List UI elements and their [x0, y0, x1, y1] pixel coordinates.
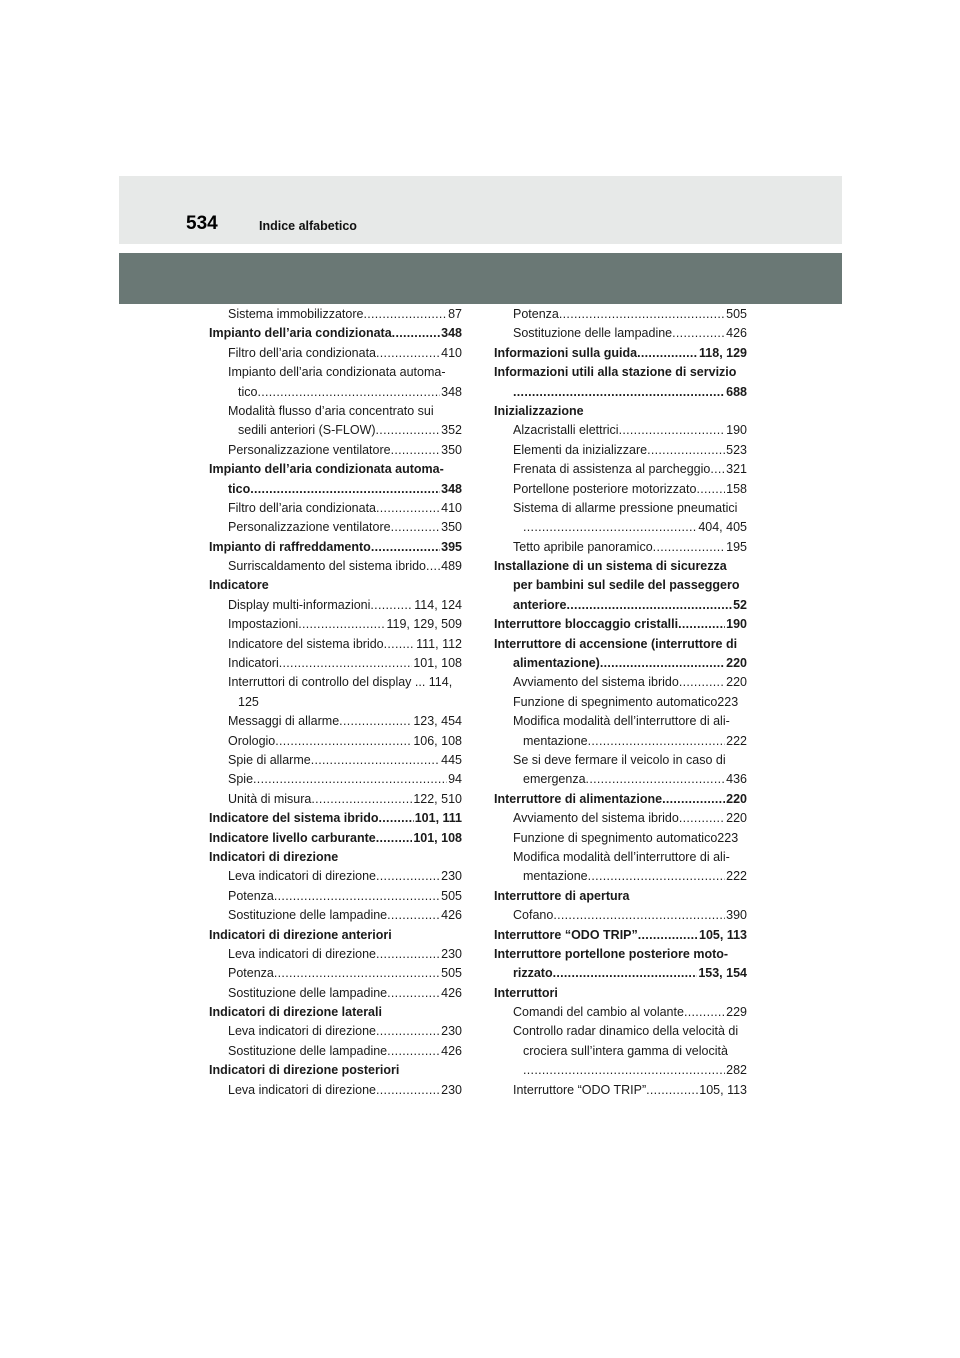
page-reference: 230: [441, 869, 462, 884]
dot-leader: [376, 829, 413, 848]
index-entry: [494, 712, 747, 731]
dot-leader: [387, 1042, 440, 1061]
page-reference: 101, 108: [413, 656, 462, 671]
index-entry: [494, 499, 747, 518]
entry-text: Indicatori di direzione: [209, 849, 339, 864]
dot-leader: [298, 615, 385, 634]
dot-leader: [274, 964, 440, 983]
dot-leader: [311, 790, 412, 809]
entry-text: Sostituzione delle lampadine: [513, 326, 673, 341]
index-entry: [494, 770, 747, 789]
dot-leader: [384, 635, 415, 654]
entry-text: Interruttore portellone posteriore moto-: [494, 946, 729, 961]
dot-leader: [426, 557, 440, 576]
page-reference: 101, 108: [413, 830, 462, 845]
entry-text: crociera sull’intera gamma di velocità: [523, 1043, 728, 1058]
page-reference: 153, 154: [698, 966, 747, 981]
entry-text: Indicatori di direzione laterali: [209, 1005, 382, 1020]
index-entry: [209, 945, 462, 964]
dot-leader: [600, 654, 725, 673]
entry-text: sedili anteriori (S-FLOW): [238, 423, 376, 438]
index-entry: [209, 732, 462, 751]
page-reference: 122, 510: [413, 791, 462, 806]
entry-text: Leva indicatori di direzione: [228, 946, 377, 961]
dot-leader: [710, 460, 725, 479]
entry-text: Filtro dell’aria condizionata: [228, 345, 376, 360]
entry-text: Potenza: [228, 966, 274, 981]
index-entry: [209, 984, 462, 1003]
page-reference: 426: [441, 908, 462, 923]
index-entry: [494, 518, 747, 537]
entry-text: Indicatore del sistema ibrido: [228, 636, 384, 651]
page-reference: 220: [726, 791, 747, 806]
dot-leader: [637, 344, 698, 363]
index-entry: [494, 1003, 747, 1022]
page-reference: 101, 111: [414, 811, 462, 826]
index-heading: [209, 848, 462, 867]
dot-leader: [379, 809, 414, 828]
dot-leader: [678, 615, 725, 634]
entry-text: alimentazione): [513, 656, 600, 671]
entry-text: Leva indicatori di direzione: [228, 1082, 377, 1097]
entry-text: Installazione di un sistema di sicurezza: [494, 559, 727, 574]
entry-text: Interruttore “ODO TRIP”: [513, 1082, 647, 1097]
page-reference: 426: [441, 1043, 462, 1058]
entry-text: Funzione di spegnimento automatico223: [513, 694, 739, 709]
index-entry: [209, 383, 462, 402]
index-entry: [494, 848, 747, 867]
index-entry: [209, 693, 462, 712]
page-reference: 445: [441, 752, 462, 767]
index-heading: [494, 790, 747, 809]
entry-text: emergenza: [523, 772, 586, 787]
index-entry: [494, 305, 747, 324]
index-entry: [209, 887, 462, 906]
entry-text: Surriscaldamento del sistema ibrido: [228, 559, 427, 574]
dot-leader: [253, 770, 447, 789]
index-heading: [209, 576, 462, 595]
entry-text: Modalità flusso d’aria concentrato sui: [228, 403, 434, 418]
page-reference: 426: [726, 326, 747, 341]
index-entry: [494, 732, 747, 751]
entry-text: Modifica modalità dell’interruttore di ali-: [513, 714, 730, 729]
page-reference: 52: [733, 597, 747, 612]
entry-text: Sistema immobilizzatore: [228, 307, 364, 321]
index-heading: [494, 635, 747, 654]
page-reference: 230: [441, 1024, 462, 1039]
dot-leader: [275, 732, 412, 751]
index-heading: [209, 1061, 462, 1080]
entry-text: Sostituzione delle lampadine: [228, 985, 388, 1000]
page-reference: 348: [441, 481, 462, 496]
index-column-right: [494, 305, 747, 1100]
index-heading: [209, 926, 462, 945]
entry-text: Impostazioni: [228, 617, 299, 632]
dot-leader: [588, 732, 726, 751]
index-entry: [209, 1081, 462, 1100]
page-reference: 123, 454: [413, 714, 462, 729]
index-heading: [494, 344, 747, 363]
index-entry: [209, 654, 462, 673]
index-heading: [494, 557, 747, 576]
entry-text: Impianto dell’aria condizionata automa-: [228, 365, 446, 380]
index-entry: [494, 809, 747, 828]
entry-text: Orologio: [228, 733, 276, 748]
page-reference: 350: [441, 442, 462, 457]
index-entry: [209, 1042, 462, 1061]
entry-text: Impianto dell’aria condizionata automa-: [209, 462, 444, 477]
index-entry: [494, 576, 747, 595]
dot-leader: [391, 518, 441, 537]
entry-text: Potenza: [513, 307, 559, 321]
dot-leader: [376, 499, 440, 518]
index-entry: [209, 363, 462, 382]
page-reference: 436: [726, 772, 747, 787]
page-reference: 114, 124: [414, 597, 462, 612]
entry-text: Interruttore di accensione (interruttore di: [494, 636, 738, 651]
dot-leader: [370, 596, 413, 615]
entry-text: Personalizzazione ventilatore: [228, 520, 391, 535]
entry-text: Indicatore del sistema ibrido: [209, 811, 379, 826]
index-entry: [209, 770, 462, 789]
dot-leader: [250, 480, 440, 499]
dot-leader: [376, 1022, 440, 1041]
page-reference: 489: [441, 559, 462, 574]
index-heading: [494, 984, 747, 1003]
index-entry: [494, 654, 747, 673]
dot-leader: [371, 538, 440, 557]
index-heading: [209, 460, 462, 479]
index-entry: [209, 964, 462, 983]
index-entry: [209, 712, 462, 731]
page-reference: 220: [726, 811, 747, 826]
page-reference: 220: [726, 656, 747, 671]
index-heading: [494, 402, 747, 421]
page-reference: 222: [726, 869, 747, 884]
index-entry: [209, 305, 462, 324]
index-entry: [494, 441, 747, 460]
index-entry: [494, 829, 747, 848]
entry-text: Spie: [228, 772, 254, 787]
entry-text: Display multi-informazioni: [228, 597, 371, 612]
page-reference: 94: [448, 772, 462, 787]
entry-text: Interruttore di apertura: [494, 888, 630, 903]
entry-text: Leva indicatori di direzione: [228, 1024, 377, 1039]
page-reference: 230: [441, 946, 462, 961]
index-entry: [494, 596, 747, 615]
index-entry: [494, 1081, 747, 1100]
index-entry: [209, 518, 462, 537]
entry-text: Interruttore bloccaggio cristalli: [494, 617, 679, 632]
entry-text: Impianto di raffreddamento: [209, 539, 371, 554]
index-heading: [209, 809, 462, 828]
page-reference: 505: [726, 307, 747, 321]
entry-text: Informazioni utili alla stazione di servizio: [494, 365, 737, 380]
index-entry: [494, 751, 747, 770]
entry-text: 125: [238, 694, 259, 709]
entry-text: Controllo radar dinamico della velocità di: [513, 1024, 739, 1039]
entry-text: Cofano: [513, 908, 554, 923]
dot-leader: [653, 538, 725, 557]
entry-text: Indicatore livello carburante: [209, 830, 376, 845]
entry-text: Interruttori di controllo del display ... 114,: [228, 675, 453, 690]
entry-text: Tetto apribile panoramico: [513, 539, 653, 554]
dot-leader: [588, 867, 726, 886]
dot-leader: [279, 654, 413, 673]
dot-leader: [553, 906, 725, 925]
page-header-band: [119, 176, 842, 244]
page-reference: 87: [448, 307, 462, 321]
entry-text: Indicatori: [228, 656, 279, 671]
entry-text: Avviamento del sistema ibrido: [513, 811, 679, 826]
entry-text: anteriore: [513, 597, 567, 612]
page-reference: 505: [441, 888, 462, 903]
dot-leader: [523, 1061, 725, 1080]
index-entry: [209, 596, 462, 615]
page-reference: 348: [441, 326, 462, 341]
dot-leader: [567, 596, 733, 615]
page-reference: 158: [726, 481, 747, 496]
index-entry: [209, 751, 462, 770]
index-heading: [494, 363, 747, 382]
index-entry: [494, 1061, 747, 1080]
index-entry: [209, 867, 462, 886]
entry-text: rizzato: [513, 966, 553, 981]
index-entry: [209, 499, 462, 518]
index-entry: [494, 324, 747, 343]
dot-leader: [559, 305, 725, 324]
dot-leader: [679, 673, 725, 692]
entry-text: Sistema di allarme pressione pneumatici: [513, 500, 738, 515]
entry-text: Portellone posteriore motorizzato: [513, 481, 697, 496]
dot-leader: [257, 383, 440, 402]
page-reference: 195: [726, 539, 747, 554]
index-entry: [209, 480, 462, 499]
page-reference: 282: [726, 1063, 747, 1078]
entry-text: Interruttori: [494, 985, 558, 1000]
page-reference: 395: [441, 539, 462, 554]
page-reference: 111, 112: [416, 636, 462, 651]
index-entry: [494, 673, 747, 692]
dot-leader: [391, 441, 441, 460]
dot-leader: [638, 926, 698, 945]
index-entry: [494, 1022, 747, 1041]
dot-leader: [363, 305, 447, 324]
dot-leader: [387, 984, 440, 1003]
page-reference: 426: [441, 985, 462, 1000]
dot-leader: [696, 480, 725, 499]
chapter-band: [119, 253, 842, 304]
index-entry: [209, 344, 462, 363]
entry-text: Informazioni sulla guida: [494, 345, 638, 360]
page-reference: 106, 108: [413, 733, 462, 748]
entry-text: Indicatore: [209, 578, 269, 593]
page-reference: 119, 129, 509: [386, 617, 462, 632]
page-reference: 352: [441, 423, 462, 438]
dot-leader: [523, 518, 697, 537]
page-number: 534: [186, 213, 218, 234]
index-entry: [209, 673, 462, 692]
index-entry: [494, 538, 747, 557]
entry-text: Comandi del cambio al volante: [513, 1005, 684, 1020]
index-entry: [494, 480, 747, 499]
page-reference: 523: [726, 442, 747, 457]
index-entry: [494, 964, 747, 983]
entry-text: Interruttore di alimentazione: [494, 791, 663, 806]
page-reference: 321: [726, 462, 747, 477]
page-reference: 190: [726, 617, 747, 632]
page-reference: 350: [441, 520, 462, 535]
index-entry: [209, 906, 462, 925]
dot-leader: [553, 964, 698, 983]
index-entry: [209, 615, 462, 634]
entry-text: Modifica modalità dell’interruttore di ali-: [513, 849, 730, 864]
index-heading: [494, 945, 747, 964]
dot-leader: [376, 867, 440, 886]
page-reference: 105, 113: [699, 927, 747, 942]
index-entry: [494, 421, 747, 440]
entry-text: mentazione: [523, 733, 588, 748]
dot-leader: [392, 324, 440, 343]
page-reference: 222: [726, 733, 747, 748]
dot-leader: [679, 809, 725, 828]
dot-leader: [376, 945, 440, 964]
index-heading: [209, 324, 462, 343]
entry-text: Avviamento del sistema ibrido: [513, 675, 679, 690]
entry-text: Frenata di assistenza al parcheggio: [513, 462, 711, 477]
page-reference: 220: [726, 675, 747, 690]
page-reference: 230: [441, 1082, 462, 1097]
page-reference: 229: [726, 1005, 747, 1020]
index-heading: [209, 538, 462, 557]
dot-leader: [376, 421, 441, 440]
entry-text: Se si deve fermare il veicolo in caso di: [513, 752, 726, 767]
index-entry: [494, 906, 747, 925]
entry-text: Elementi da inizializzare: [513, 442, 648, 457]
entry-text: Indicatori di direzione anteriori: [209, 927, 392, 942]
page-reference: 404, 405: [698, 520, 747, 535]
index-entry: [209, 402, 462, 421]
dot-leader: [662, 790, 725, 809]
dot-leader: [586, 770, 726, 789]
index-entry: [209, 1022, 462, 1041]
page-reference: 505: [441, 966, 462, 981]
index-heading: [209, 829, 462, 848]
entry-text: Indicatori di direzione posteriori: [209, 1063, 400, 1078]
entry-text: Leva indicatori di direzione: [228, 869, 377, 884]
dot-leader: [672, 324, 725, 343]
dot-leader: [619, 421, 726, 440]
entry-text: Spie di allarme: [228, 752, 311, 767]
index-entry: [494, 1042, 747, 1061]
dot-leader: [387, 906, 440, 925]
entry-text: per bambini sul sedile del passeggero: [513, 578, 740, 593]
dot-leader: [647, 441, 725, 460]
dot-leader: [376, 1081, 440, 1100]
entry-text: Sostituzione delle lampadine: [228, 1043, 388, 1058]
index-entry: [494, 383, 747, 402]
entry-text: Funzione di spegnimento automatico223: [513, 830, 739, 845]
dot-leader: [646, 1081, 698, 1100]
index-heading: [209, 1003, 462, 1022]
index-entry: [209, 790, 462, 809]
entry-text: Inizializzazione: [494, 403, 584, 418]
page-reference: 105, 113: [699, 1082, 747, 1097]
index-entry: [494, 460, 747, 479]
index-entry: [209, 421, 462, 440]
page-reference: 390: [726, 908, 747, 923]
index-heading: [494, 887, 747, 906]
page-reference: 190: [726, 423, 747, 438]
page-reference: 688: [726, 384, 747, 399]
index-heading: [494, 926, 747, 945]
entry-text: Potenza: [228, 888, 274, 903]
entry-text: tico: [228, 481, 251, 496]
dot-leader: [513, 383, 725, 402]
page-reference: 410: [441, 500, 462, 515]
dot-leader: [311, 751, 440, 770]
page-reference: 118, 129: [699, 345, 747, 360]
entry-text: mentazione: [523, 869, 588, 884]
index-heading: [494, 615, 747, 634]
page-reference: 410: [441, 345, 462, 360]
index-entry: [494, 867, 747, 886]
entry-text: Alzacristalli elettrici: [513, 423, 619, 438]
entry-text: tico: [238, 384, 258, 399]
dot-leader: [376, 344, 440, 363]
page-reference: 348: [441, 384, 462, 399]
entry-text: Personalizzazione ventilatore: [228, 442, 391, 457]
index-column-left: [209, 305, 462, 1100]
dot-leader: [274, 887, 440, 906]
entry-text: Interruttore “ODO TRIP”: [494, 927, 638, 942]
entry-text: Filtro dell’aria condizionata: [228, 500, 376, 515]
index-entry: [209, 557, 462, 576]
index-entry: [209, 441, 462, 460]
index-entry: [209, 635, 462, 654]
entry-text: Sostituzione delle lampadine: [228, 908, 388, 923]
entry-text: Impianto dell’aria condizionata: [209, 326, 392, 341]
index-entry: [494, 693, 747, 712]
section-title: Indice alfabetico: [259, 219, 357, 233]
entry-text: Unità di misura: [228, 791, 312, 806]
dot-leader: [339, 712, 412, 731]
entry-text: Messaggi di allarme: [228, 714, 340, 729]
dot-leader: [684, 1003, 725, 1022]
